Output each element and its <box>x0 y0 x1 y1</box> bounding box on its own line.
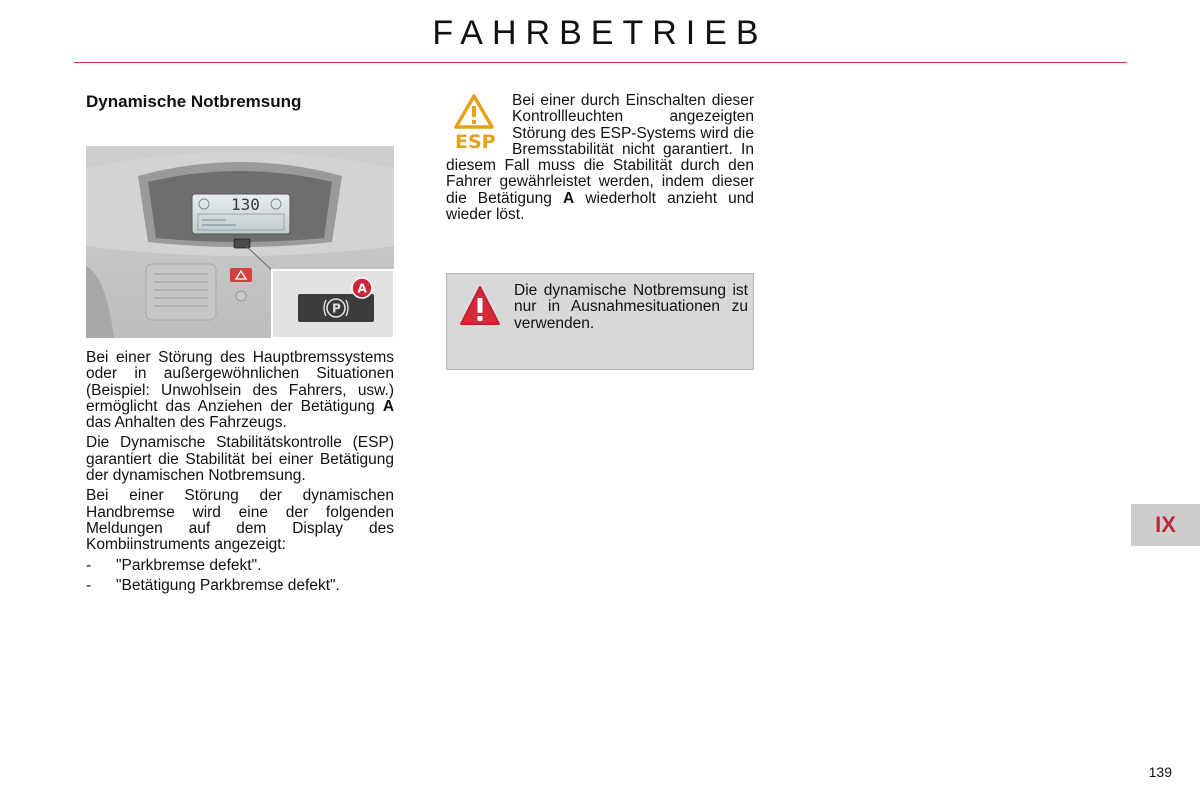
message-list <box>86 558 394 595</box>
caution-note-text: Die dynamische Notbremsung ist nur in Ausnahmesituationen zu verwenden. <box>514 282 748 332</box>
paragraph-esp: Die Dynamische Stabilitätskontrolle (ESP) garantiert die Stabilität bei einer Betätigung der dynamischen Notbremsung. <box>86 434 394 485</box>
section-heading: Dynamische Notbremsung <box>86 92 302 111</box>
page-number: 139 <box>1148 764 1172 780</box>
header-divider <box>74 62 1127 63</box>
list-item: - "Parkbremse defekt". <box>86 556 262 574</box>
esp-icon-label: ESP <box>455 131 496 153</box>
warning-triangle-icon <box>459 284 501 328</box>
svg-text:P: P <box>332 301 341 316</box>
esp-warning-text: Bei einer durch Einschalten dieser Kontrollleuchten angezeigten Störung des ESP-Systems wird die Bremsstabilität nicht garantiert. In diesem Fall muss die Stabilität durch den Fahrer gewährleistet werden, indem dieser die Betätigung A wiederholt anzieht und wieder löst. <box>446 92 755 224</box>
esp-warning-block <box>446 93 754 223</box>
list-item: - "Betätigung Parkbremse defekt". <box>86 576 340 594</box>
main-body-text <box>86 350 394 598</box>
paragraph-messages-intro: Bei einer Störung der dynamischen Handbremse wird eine der folgenden Meldungen auf dem Display des Kombiinstruments angezeigt: <box>86 487 394 554</box>
hazard-warning-icon <box>230 268 252 282</box>
dashboard-drawing <box>86 146 394 338</box>
esp-warning-icon <box>446 93 506 155</box>
page-title: FAHRBETRIEB <box>432 14 768 52</box>
display-speed: 130 <box>231 195 260 214</box>
callout-label: A <box>357 281 367 296</box>
dashboard-illustration <box>86 146 394 338</box>
caution-note-box <box>446 273 754 370</box>
chapter-tab: IX <box>1131 504 1200 546</box>
paragraph-intro: Bei einer Störung des Hauptbremssystems oder in außergewöhnlichen Situationen (Beispiel: Unwohlsein des Fahrers, usw.) ermöglicht das Anziehen der Betätigung A das Anhalten des Fahrzeugs. <box>86 349 395 432</box>
